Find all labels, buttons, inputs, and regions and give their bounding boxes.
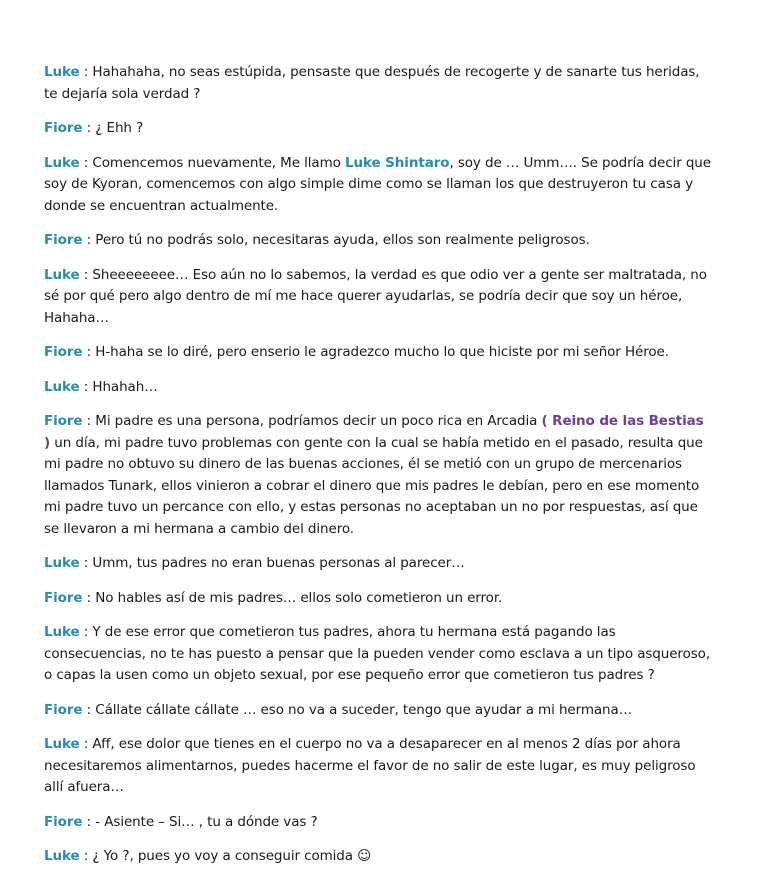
dialogue-line — [44, 622, 714, 687]
dialogue-line — [44, 812, 714, 834]
speaker-name: Fiore — [44, 701, 83, 718]
dialogue-line — [44, 588, 714, 610]
speaker-name: Fiore — [44, 232, 83, 248]
dialogue-line — [44, 377, 714, 399]
speaker-name: Luke — [44, 378, 80, 395]
dialogue-text: : ¿ Ehh ? — [82, 120, 144, 136]
dialogue-line — [44, 153, 714, 218]
dialogue-text: , soy de … Umm…. Se podría decir que soy de Kyoran, comencemos con algo simple dime como se llaman los que destruyeron tu casa y donde se encuentran actualmente. — [44, 154, 711, 214]
dialogue-text: : Mi padre es una persona, podríamos decir un poco rica en Arcadia — [82, 413, 542, 429]
dialogue-text: : Umm, tus padres no eran buenas personas al parecer… — [79, 555, 465, 571]
dialogue-line — [44, 553, 714, 575]
dialogue-text: un día, mi padre tuvo problemas con gente con la cual se había metido en el pasado, resulta que mi padre no obtuvo su dinero de las buenas acciones, él se metió con un grupo de mercenarios llamados Tunark, ellos vinieron a cobrar el dinero que mis padres le debían, pero en ese momento mi padre tuvo un percance con ello, y estas personas no aceptaban un no por respuestas, así que se llevaron a mi hermana a cambio del dinero. — [44, 434, 703, 537]
speaker-name: Luke — [44, 64, 80, 80]
dialogue-line — [44, 411, 714, 540]
dialogue-text: : Comencemos nuevamente, Me llamo — [79, 154, 345, 171]
dialogue-document — [44, 62, 714, 881]
kingdom-name: ( Reino de las Bestias ) — [44, 413, 704, 451]
dialogue-text: : Sheeeeeeee… Eso aún no lo sabemos, la verdad es que odio ver a gente ser maltratada, no sé por qué pero algo dentro de mí me hace querer ayudarlas, se podría decir que soy un héroe, Hahaha… — [44, 266, 707, 326]
dialogue-line — [44, 700, 714, 722]
speaker-name: Luke — [44, 624, 80, 640]
speaker-name: Fiore — [44, 813, 83, 830]
speaker-name: Luke — [44, 154, 80, 171]
speaker-name: Luke — [44, 555, 80, 571]
dialogue-text: : No hables así de mis padres… ellos solo cometieron un error. — [82, 589, 503, 606]
dialogue-line — [44, 118, 714, 140]
dialogue-text: : H-haha se lo diré, pero enserio le agradezco mucho lo que hiciste por mi señor Héroe. — [82, 344, 669, 360]
speaker-name: Luke — [44, 736, 80, 752]
dialogue-text: : Hahahaha, no seas estúpida, pensaste que después de recogerte y de sanarte tus heridas, te dejaría sola verdad ? — [44, 64, 700, 102]
speaker-name: Luke — [44, 848, 80, 864]
dialogue-text: : Cállate cállate cállate … eso no va a suceder, tengo que ayudar a mi hermana… — [82, 701, 633, 718]
speaker-name: Fiore — [44, 120, 83, 136]
dialogue-line — [44, 62, 714, 105]
dialogue-text: : Y de ese error que cometieron tus padres, ahora tu hermana está pagando las consecuencias, no te has puesto a pensar que la pueden vender como esclava a un tipo asqueroso, o capas la usen como un objeto sexual, por ese pequeño error que cometieron tus padres ? — [44, 624, 711, 683]
dialogue-text: : Aff, ese dolor que tienes en el cuerpo no va a desaparecer en al menos 2 días por ahora necesitaremos alimentarnos, puedes hacerme el favor de no salir de este lugar, es muy peligroso allí afuera… — [44, 736, 696, 795]
dialogue-text: : Hhahah… — [79, 378, 158, 395]
dialogue-line — [44, 846, 714, 868]
speaker-name: Fiore — [44, 413, 83, 429]
dialogue-line — [44, 230, 714, 252]
speaker-name: Luke — [44, 266, 80, 283]
dialogue-text: : ¿ Yo ?, pues yo voy a conseguir comida ☺ — [79, 848, 372, 864]
dialogue-line — [44, 265, 714, 330]
dialogue-text: : Pero tú no podrás solo, necesitaras ayuda, ellos son realmente peligrosos. — [82, 232, 590, 248]
dialogue-line — [44, 734, 714, 799]
speaker-name: Fiore — [44, 344, 83, 360]
speaker-name: Fiore — [44, 589, 83, 606]
character-full-name: Luke Shintaro — [344, 154, 450, 171]
dialogue-text: : - Asiente – Si… , tu a dónde vas ? — [82, 813, 318, 830]
dialogue-line — [44, 342, 714, 364]
